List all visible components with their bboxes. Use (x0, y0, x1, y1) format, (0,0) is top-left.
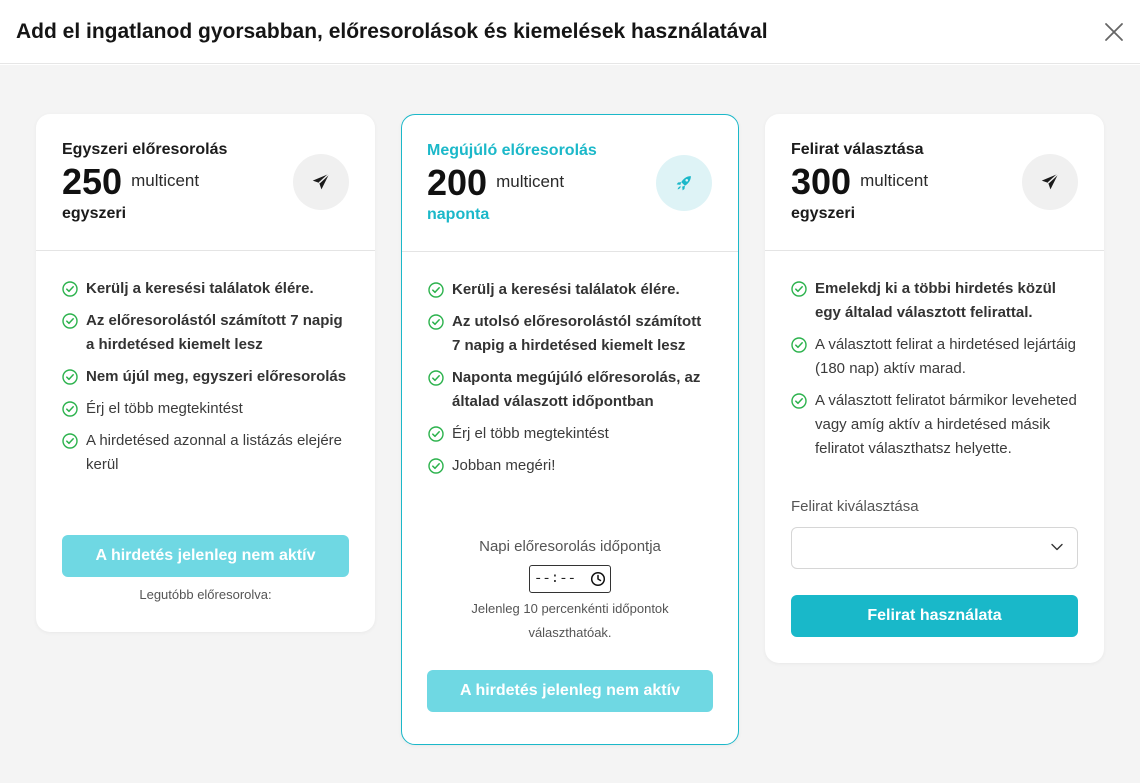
feature-text: Az utolsó előresorolástól számított 7 napig a hirdetésed kiemelt lesz (452, 313, 702, 354)
price-unit: multicent (131, 171, 200, 190)
feature-text: A választott feliratot bármikor leveheted vagy amíg aktív a hirdetésed másik feliratot választhatsz helyette. (815, 392, 1077, 457)
plan-icon-badge (1022, 154, 1078, 210)
plan-period: egyszeri (62, 205, 127, 222)
check-circle-icon (428, 282, 444, 298)
plan-card-one-time (36, 114, 375, 632)
feature-text: Érj el több megtekintést (452, 425, 609, 442)
check-circle-icon (62, 433, 78, 449)
feature-text: Jobban megéri! (452, 457, 556, 474)
inactive-ad-button[interactable]: A hirdetés jelenleg nem aktív (427, 670, 713, 712)
feature-text: Érj el több megtekintést (86, 400, 243, 417)
modal-title: Add el ingatlanod gyorsabban, előresorolások és kiemelések használatával (16, 19, 768, 43)
feature-text: Az előresorolástól számított 7 napig a hirdetésed kiemelt lesz (86, 312, 343, 353)
check-circle-icon (62, 281, 78, 297)
plan-period: egyszeri (791, 205, 856, 222)
feature-list (765, 251, 1104, 461)
plan-name: Egyszeri előresorolás (62, 141, 228, 158)
feature-item (62, 277, 349, 301)
clock-icon[interactable] (590, 571, 606, 587)
feature-list (402, 252, 738, 478)
use-label-button[interactable]: Felirat használata (791, 595, 1078, 637)
feature-item (791, 333, 1078, 381)
rocket-icon (673, 172, 695, 194)
check-circle-icon (62, 369, 78, 385)
feature-item (428, 366, 712, 414)
feature-text: A hirdetésed azonnal a listázás elejére kerül (86, 432, 342, 473)
feature-item (62, 309, 349, 357)
chevron-down-icon (1051, 543, 1063, 551)
time-input-value: --:-- (534, 571, 577, 587)
paper-plane-icon (310, 171, 332, 193)
modal-header (0, 0, 1140, 64)
check-circle-icon (62, 313, 78, 329)
feature-text: Kerülj a keresési találatok élére. (86, 280, 314, 297)
feature-item (62, 365, 349, 389)
plan-name: Felirat választása (791, 141, 924, 158)
plan-period: naponta (427, 206, 490, 223)
check-circle-icon (791, 393, 807, 409)
feature-item (428, 422, 712, 446)
feature-text: Nem újúl meg, egyszeri előresorolás (86, 368, 347, 385)
plan-card-label (765, 114, 1104, 663)
time-interval-note: Jelenleg 10 percenkénti időpontok választhatóak. (471, 601, 669, 640)
feature-text: Naponta megújúló előresorolás, az általad válaszott időpontban (452, 369, 701, 410)
check-circle-icon (791, 337, 807, 353)
modal-body (0, 65, 1140, 783)
daily-time-block (402, 538, 738, 645)
close-button[interactable] (1102, 20, 1126, 44)
feature-item (428, 310, 712, 358)
card-header (36, 114, 375, 251)
feature-item (428, 454, 712, 478)
last-sorted-label: Legutóbb előresorolva: (139, 587, 272, 602)
feature-item (791, 389, 1078, 461)
feature-item (62, 429, 349, 477)
check-circle-icon (428, 458, 444, 474)
feature-text: Kerülj a keresési találatok élére. (452, 281, 680, 298)
card-header (765, 114, 1104, 251)
plan-price: 250 (62, 161, 123, 202)
check-circle-icon (428, 426, 444, 442)
plan-icon-badge (293, 154, 349, 210)
feature-text: Emelekdj ki a többi hirdetés közül egy általad választott felirattal. (815, 280, 1056, 321)
close-icon (1102, 20, 1126, 44)
label-select[interactable] (791, 527, 1078, 569)
plan-price: 200 (427, 162, 488, 203)
plan-name: Megújúló előresorolás (427, 142, 597, 159)
inactive-ad-button[interactable]: A hirdetés jelenleg nem aktív (62, 535, 349, 577)
daily-time-label: Napi előresorolás időpontja (479, 538, 661, 555)
check-circle-icon (791, 281, 807, 297)
plan-card-recurring (401, 114, 739, 745)
feature-text: A választott felirat a hirdetésed lejártáig (180 nap) aktív marad. (815, 336, 1076, 377)
price-unit: multicent (496, 172, 565, 191)
feature-list (36, 251, 375, 477)
feature-item (428, 278, 712, 302)
feature-item (791, 277, 1078, 325)
plan-icon-badge (656, 155, 712, 211)
label-select-label: Felirat kiválasztása (791, 498, 919, 515)
daily-time-input[interactable] (529, 565, 611, 593)
price-unit: multicent (860, 171, 929, 190)
plan-price: 300 (791, 161, 852, 202)
check-circle-icon (62, 401, 78, 417)
card-header (402, 115, 738, 252)
feature-item (62, 397, 349, 421)
paper-plane-icon (1039, 171, 1061, 193)
check-circle-icon (428, 314, 444, 330)
check-circle-icon (428, 370, 444, 386)
